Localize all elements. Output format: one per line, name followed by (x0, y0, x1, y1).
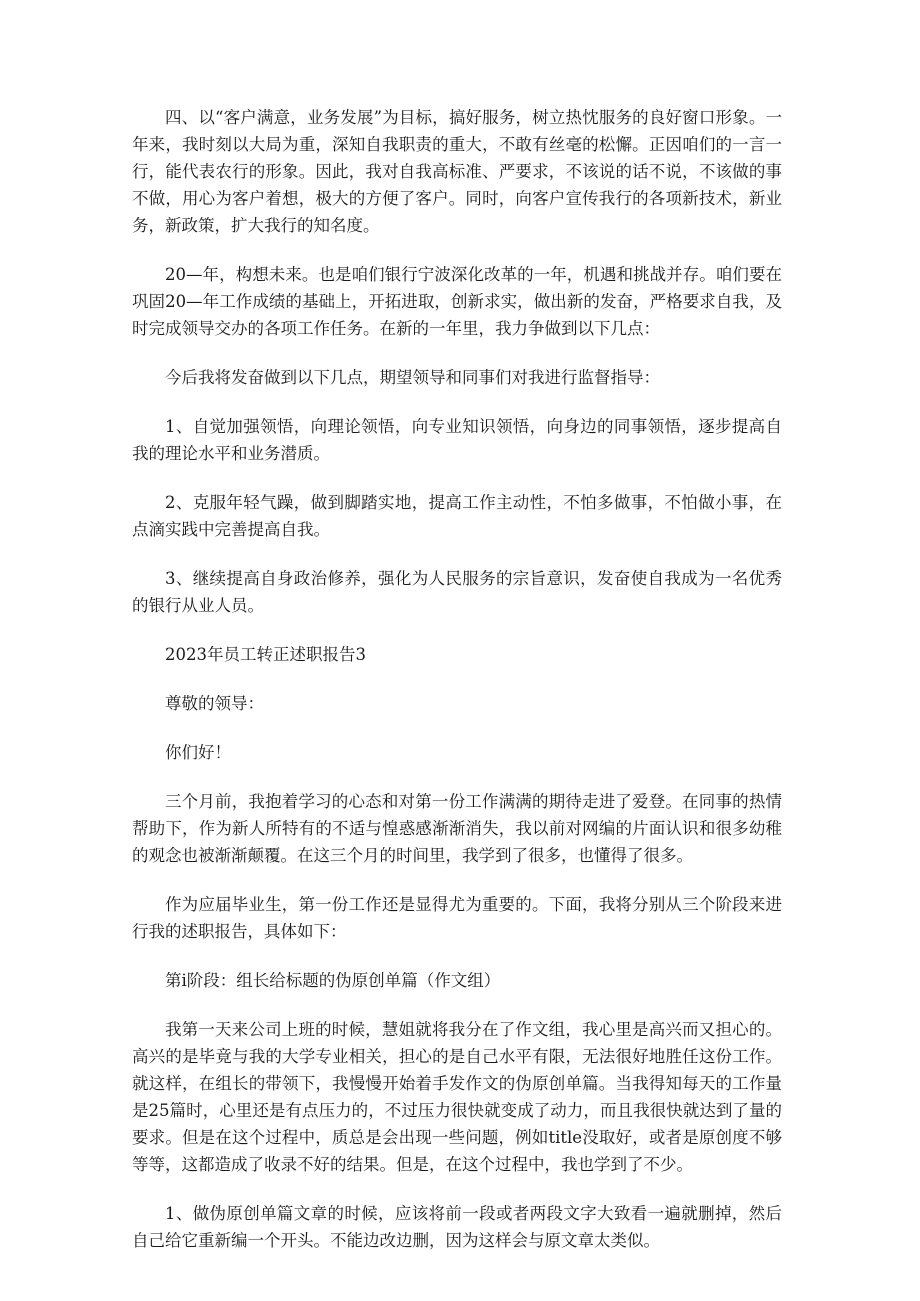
paragraph-service-image: 四、以“客户满意，业务发展”为目标，搞好服务，树立热忱服务的良好窗口形象。一年来，我时刻以大局为重，深知自我职责的重大，不敢有丝毫的松懈。正因咱们的一言一行，能代表农行的形象。因此，我对自我高标准、严要求，不该说的话不说，不该做的事不做，用心为客户着想，极大的方便了客户。同时，向客户宣传我行的各项新技术，新业务，新政策，扩大我行的知名度。 (132, 108, 782, 235)
paragraph-future-plan: 20—年，构想未来。也是咱们银行宁波深化改革的一年，机遇和挑战并存。咱们要在巩固20—年工作成绩的基础上，开拓进取，创新求实，做出新的发奋，严格要求自我，及时完成领导交办的各项工作任务。在新的一年里，我力争做到以下几点： (132, 265, 782, 338)
paragraph-point-1: 1、自觉加强领悟，向理论领悟，向专业知识领悟，向身边的同事领悟，逐步提高自我的理论水平和业务潜质。 (132, 417, 782, 463)
document-body (132, 104, 782, 1276)
paragraph-point-2: 2、克服年轻气躁，做到脚踏实地，提高工作主动性，不怕多做事，不怕做小事，在点滴实践中完善提高自我。 (132, 493, 782, 539)
paragraph-three-months: 三个月前，我抱着学习的心态和对第一份工作满满的期待走进了爱登。在同事的热情帮助下，作为新人所特有的不适与惶惑感渐渐消失，我以前对网编的片面认识和很多幼稚的观念也被渐渐颠覆。在这三个月的时间里，我学到了很多，也懂得了很多。 (132, 792, 782, 865)
greeting: 你们好！ (165, 743, 231, 762)
paragraph-tip-1: 1、做伪原创单篇文章的时候，应该将前一段或者两段文字大致看一遍就删掉，然后自己给它重新编一个开头。不能边改边删，因为这样会与原文章太类似。 (132, 1204, 782, 1250)
paragraph-point-3: 3、继续提高自身政治修养，强化为人民服务的宗旨意识，发奋使自我成为一名优秀的银行从业人员。 (132, 569, 782, 615)
paragraph-first-day: 我第一天来公司上班的时候，慧姐就将我分在了作文组，我心里是高兴而又担心的。高兴的是毕竟与我的大学专业相关，担心的是自己水平有限，无法很好地胜任这份工作。就这样，在组长的带领下，我慢慢开始着手发作文的伪原创单篇。当我得知每天的工作量是25篇时，心里还是有点压力的，不过压力很快就变成了动力，而且我很快就达到了量的要求。但是在这个过程中，质总是会出现一些问题，例如title没取好，或者是原创度不够等等，这都造成了收录不好的结果。但是，在这个过程中，我也学到了不少。 (132, 1020, 782, 1174)
stage-1-heading: 第i阶段：组长给标题的伪原创单篇（作文组） (165, 971, 501, 990)
paragraph-graduate: 作为应届毕业生，第一份工作还是显得尤为重要的。下面，我将分别从三个阶段来进行我的述职报告，具体如下： (132, 895, 782, 941)
paragraph-intro-points: 今后我将发奋做到以下几点，期望领导和同事们对我进行监督指导： (165, 368, 660, 387)
salutation: 尊敬的领导： (165, 694, 264, 713)
section-heading-report-3: 2023年员工转正述职报告3 (165, 645, 366, 664)
